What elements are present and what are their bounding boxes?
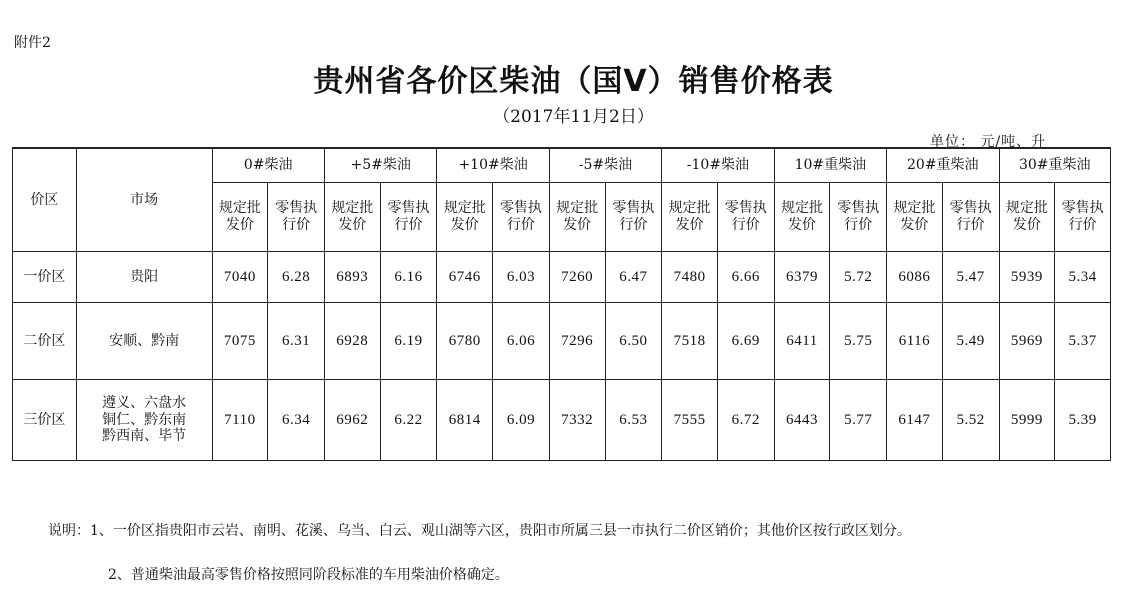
retail-price-cell: 6.66 [717, 252, 774, 303]
attachment-label: 附件2 [14, 35, 51, 51]
unit-label: 单位： 元/吨、升 [930, 134, 1047, 150]
wholesale-price-cell: 6962 [324, 380, 380, 461]
wholesale-price-cell: 6746 [437, 252, 493, 303]
fuel-header: -10#柴油 [662, 148, 774, 183]
retail-price-header: 零售执行价 [380, 183, 437, 252]
fuel-header: +5#柴油 [324, 148, 436, 183]
wholesale-price-cell: 7040 [212, 252, 268, 303]
wholesale-price-cell: 7075 [212, 303, 268, 380]
retail-price-cell: 6.06 [493, 303, 550, 380]
wholesale-price-header: 规定批发价 [887, 183, 943, 252]
table-row [13, 303, 1111, 380]
market-line: 铜仁、黔东南 [102, 411, 187, 428]
wholesale-price-cell: 7332 [549, 380, 605, 461]
retail-price-cell: 6.31 [268, 303, 325, 380]
retail-price-header: 零售执行价 [268, 183, 325, 252]
wholesale-price-header: 规定批发价 [212, 183, 268, 252]
retail-price-cell: 6.09 [493, 380, 550, 461]
retail-price-header: 零售执行价 [942, 183, 999, 252]
page-title: 贵州省各价区柴油（国Ⅴ）销售价格表 [313, 64, 834, 99]
wholesale-price-cell: 6814 [437, 380, 493, 461]
wholesale-price-cell: 5969 [999, 303, 1055, 380]
retail-price-cell: 5.37 [1055, 303, 1111, 380]
retail-price-cell: 5.34 [1055, 252, 1111, 303]
wholesale-price-cell: 7518 [662, 303, 718, 380]
table-row [13, 252, 1111, 303]
wholesale-price-cell: 7296 [549, 303, 605, 380]
retail-price-cell: 6.47 [605, 252, 662, 303]
wholesale-price-header: 规定批发价 [437, 183, 493, 252]
retail-price-header: 零售执行价 [717, 183, 774, 252]
table-row [13, 380, 1111, 461]
fuel-header: 0#柴油 [212, 148, 324, 183]
retail-price-cell: 6.50 [605, 303, 662, 380]
fuel-header: 10#重柴油 [774, 148, 886, 183]
wholesale-price-cell: 6086 [887, 252, 943, 303]
wholesale-price-cell: 6443 [774, 380, 830, 461]
retail-price-header: 零售执行价 [605, 183, 662, 252]
wholesale-price-cell: 7480 [662, 252, 718, 303]
fuel-header: 30#重柴油 [999, 148, 1110, 183]
wholesale-price-cell: 7260 [549, 252, 605, 303]
note-2: 2、普通柴油最高零售价格按照同阶段标准的车用柴油价格确定。 [108, 567, 509, 583]
wholesale-price-header: 规定批发价 [549, 183, 605, 252]
zone-cell: 三价区 [13, 380, 77, 461]
wholesale-price-header: 规定批发价 [662, 183, 718, 252]
wholesale-price-cell: 6928 [324, 303, 380, 380]
wholesale-price-cell: 6116 [887, 303, 943, 380]
retail-price-cell: 5.72 [830, 252, 887, 303]
wholesale-price-cell: 6379 [774, 252, 830, 303]
fuel-header: 20#重柴油 [887, 148, 999, 183]
market-cell: 贵阳 [76, 252, 212, 303]
wholesale-price-cell: 6411 [774, 303, 830, 380]
retail-price-cell: 6.19 [380, 303, 437, 380]
retail-price-header: 零售执行价 [1055, 183, 1111, 252]
wholesale-price-cell: 5939 [999, 252, 1055, 303]
retail-price-cell: 6.28 [268, 252, 325, 303]
wholesale-price-header: 规定批发价 [324, 183, 380, 252]
retail-price-cell: 6.34 [268, 380, 325, 461]
retail-price-header: 零售执行价 [493, 183, 550, 252]
zone-cell: 二价区 [13, 303, 77, 380]
wholesale-price-header: 规定批发价 [999, 183, 1055, 252]
retail-price-cell: 5.47 [942, 252, 999, 303]
retail-price-cell: 5.39 [1055, 380, 1111, 461]
market-line: 黔西南、毕节 [102, 428, 187, 445]
zone-header: 价区 [13, 148, 77, 252]
note-1: 说明：1、一价区指贵阳市云岩、南明、花溪、乌当、白云、观山湖等六区，贵阳市所属三县一市执行二价区销价；其他价区按行政区划分。 [48, 523, 911, 539]
retail-price-cell: 6.53 [605, 380, 662, 461]
market-header: 市场 [76, 148, 212, 252]
date-line: （2017年11月2日） [493, 107, 654, 127]
retail-price-cell: 6.72 [717, 380, 774, 461]
wholesale-price-header: 规定批发价 [774, 183, 830, 252]
wholesale-price-cell: 7555 [662, 380, 718, 461]
table-header-row [13, 148, 1111, 183]
wholesale-price-cell: 6780 [437, 303, 493, 380]
zone-cell: 一价区 [13, 252, 77, 303]
market-line: 遵义、六盘水 [102, 394, 187, 411]
retail-price-header: 零售执行价 [830, 183, 887, 252]
fuel-header: +10#柴油 [437, 148, 549, 183]
market-cell: 安顺、黔南 [76, 303, 212, 380]
retail-price-cell: 6.22 [380, 380, 437, 461]
retail-price-cell: 6.16 [380, 252, 437, 303]
wholesale-price-cell: 7110 [212, 380, 268, 461]
retail-price-cell: 6.03 [493, 252, 550, 303]
market-cell [76, 380, 212, 461]
retail-price-cell: 5.52 [942, 380, 999, 461]
fuel-header: -5#柴油 [549, 148, 661, 183]
retail-price-cell: 5.75 [830, 303, 887, 380]
price-table [12, 147, 1111, 461]
wholesale-price-cell: 6893 [324, 252, 380, 303]
wholesale-price-cell: 5999 [999, 380, 1055, 461]
wholesale-price-cell: 6147 [887, 380, 943, 461]
retail-price-cell: 5.77 [830, 380, 887, 461]
retail-price-cell: 5.49 [942, 303, 999, 380]
retail-price-cell: 6.69 [717, 303, 774, 380]
